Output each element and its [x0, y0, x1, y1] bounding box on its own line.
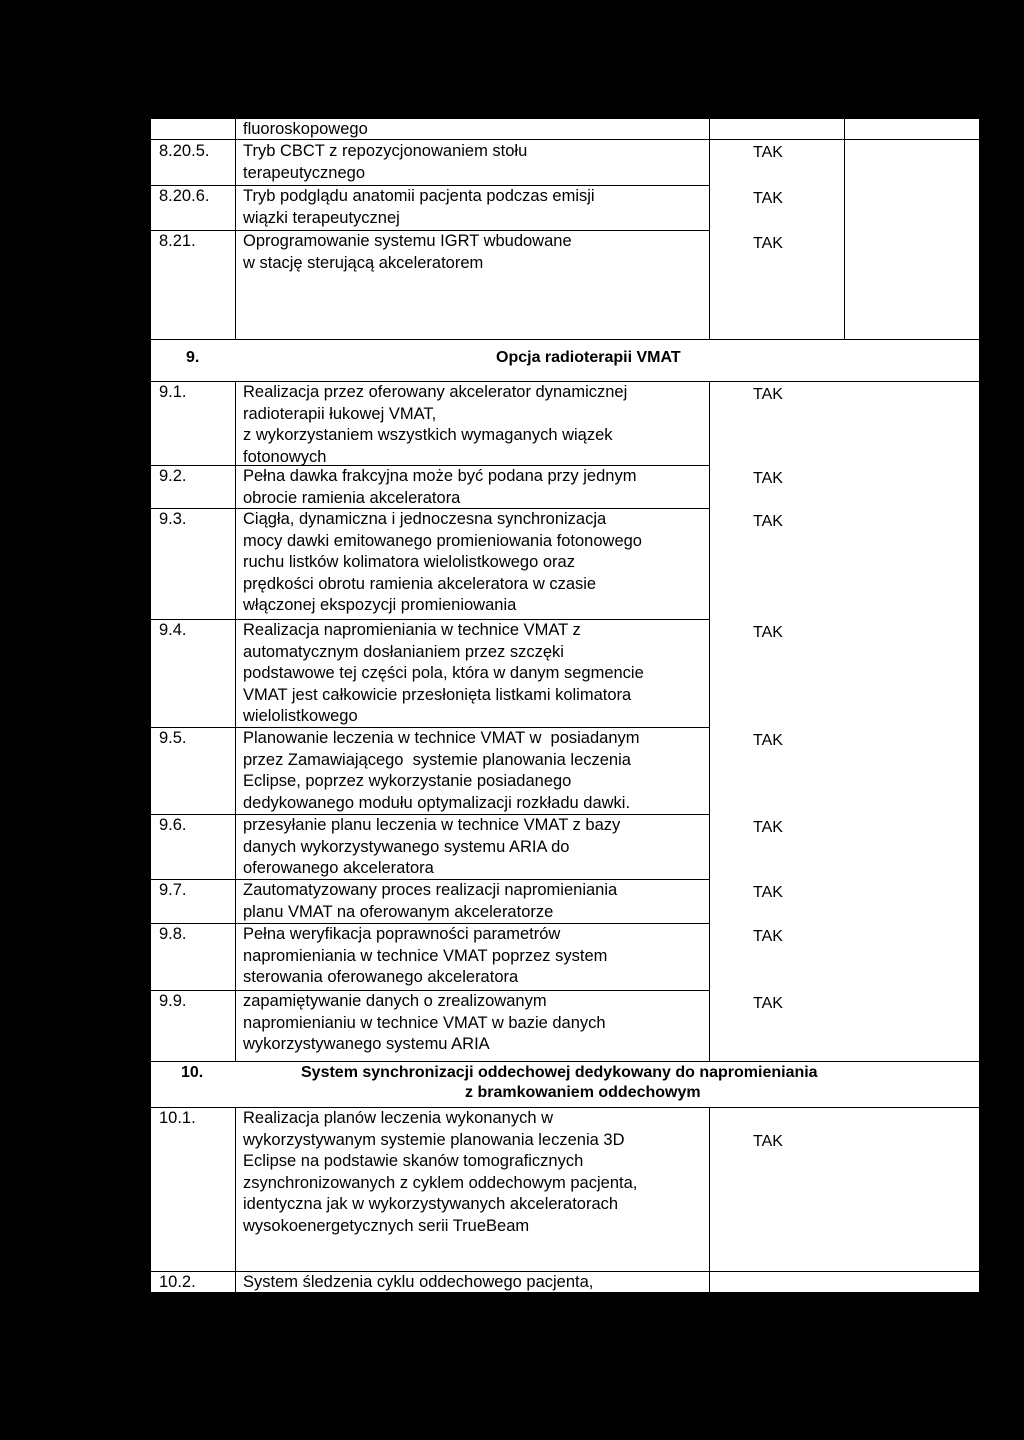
row-value: TAK	[753, 235, 783, 252]
row-number: 9.5.	[159, 729, 187, 747]
row-number: 8.20.6.	[159, 187, 210, 205]
row-description: Zautomatyzowany proces realizacji napromieniania planu VMAT na oferowanym akceleratorze	[243, 881, 618, 921]
row-value: TAK	[753, 928, 783, 945]
row-value: TAK	[753, 513, 783, 530]
row-description: Oprogramowanie systemu IGRT wbudowane w stację sterującą akceleratorem	[243, 232, 572, 272]
row-divider	[151, 339, 981, 340]
row-number: 9.9.	[159, 992, 187, 1010]
row-number: 10.1.	[159, 1109, 196, 1127]
row-description: Realizacja napromieniania w technice VMAT z automatycznym dosłanianiem przez szczęki podstawowe tej części pola, która w danym segmencie VMAT jest całkowicie przesłonięta listkami kolimatora wielolistkowego	[243, 621, 644, 725]
column-divider	[235, 1107, 236, 1294]
column-divider	[844, 119, 845, 339]
row-value: TAK	[753, 624, 783, 641]
row-number: 9.3.	[159, 510, 187, 528]
row-number: 8.21.	[159, 232, 196, 250]
row-description: Realizacja przez oferowany akcelerator dynamicznej radioterapii łukowej VMAT, z wykorzystaniem wszystkich wymaganych wiązek fotonowych	[243, 383, 628, 466]
row-description: Tryb CBCT z repozycjonowaniem stołu terapeutycznego	[243, 142, 528, 182]
row-description: Pełna dawka frakcyjna może być podana przy jednym obrocie ramienia akceleratora	[243, 467, 637, 507]
row-value: TAK	[753, 190, 783, 207]
row-description: System śledzenia cyklu oddechowego pacjenta,	[243, 1273, 594, 1291]
section-title: z bramkowaniem oddechowym	[465, 1084, 701, 1101]
row-number: 9.1.	[159, 383, 187, 401]
row-description: Pełna weryfikacja poprawności parametrów napromieniania w technice VMAT poprzez system sterowania oferowanego akceleratora	[243, 925, 608, 986]
section-number: 9.	[186, 349, 200, 366]
row-number: 10.2.	[159, 1273, 196, 1291]
row-value: TAK	[753, 732, 783, 749]
row-description: zapamiętywanie danych o zrealizowanym napromienianiu w technice VMAT w bazie danych wykorzystywanego systemu ARIA	[243, 992, 606, 1053]
row-number: 9.2.	[159, 467, 187, 485]
section-title: Opcja radioterapii VMAT	[496, 349, 681, 366]
column-divider	[709, 381, 710, 1061]
row-divider	[151, 1061, 981, 1062]
row-number: 9.4.	[159, 621, 187, 639]
row-description: Ciągła, dynamiczna i jednoczesna synchronizacja mocy dawki emitowanego promieniowania fotonowego ruchu listków kolimatora wielolistkowego oraz prędkości obrotu ramienia akceleratora w czasie włączonej ekspozycji promieniowania	[243, 510, 642, 614]
section-title: System synchronizacji oddechowej dedykowany do napromieniania	[301, 1064, 818, 1081]
row-description: fluoroskopowego	[243, 120, 368, 138]
row-description: Tryb podglądu anatomii pacjenta podczas emisji wiązki terapeutycznej	[243, 187, 595, 227]
column-divider	[709, 1107, 710, 1294]
row-value: TAK	[753, 144, 783, 161]
row-number: 8.20.5.	[159, 142, 210, 160]
specification-table	[150, 118, 980, 1293]
column-divider	[235, 119, 236, 339]
row-number: 9.6.	[159, 816, 187, 834]
row-description: przesyłanie planu leczenia w technice VMAT z bazy danych wykorzystywanego systemu ARIA do oferowanego akceleratora	[243, 816, 621, 877]
row-description: Realizacja planów leczenia wykonanych w wykorzystywanym systemie planowania leczenia 3D Eclipse na podstawie skanów tomograficznych zsynchronizowanych z cyklem oddechowym pacjenta, identyczna jak w wykorzystywanych akceleratorach wysokoenergetycznych serii TrueBeam	[243, 1109, 638, 1235]
column-divider	[709, 119, 710, 339]
row-value: TAK	[753, 819, 783, 836]
row-number: 9.7.	[159, 881, 187, 899]
row-number: 9.8.	[159, 925, 187, 943]
column-divider	[235, 381, 236, 1061]
row-value: TAK	[753, 1133, 783, 1150]
row-description: Planowanie leczenia w technice VMAT w posiadanym przez Zamawiającego systemie planowania leczenia Eclipse, poprzez wykorzystanie posiadanego dedykowanego modułu optymalizacji rozkładu dawki.	[243, 729, 640, 812]
row-value: TAK	[753, 470, 783, 487]
row-value: TAK	[753, 884, 783, 901]
section-number: 10.	[181, 1064, 204, 1081]
row-value: TAK	[753, 995, 783, 1012]
row-value: TAK	[753, 386, 783, 403]
